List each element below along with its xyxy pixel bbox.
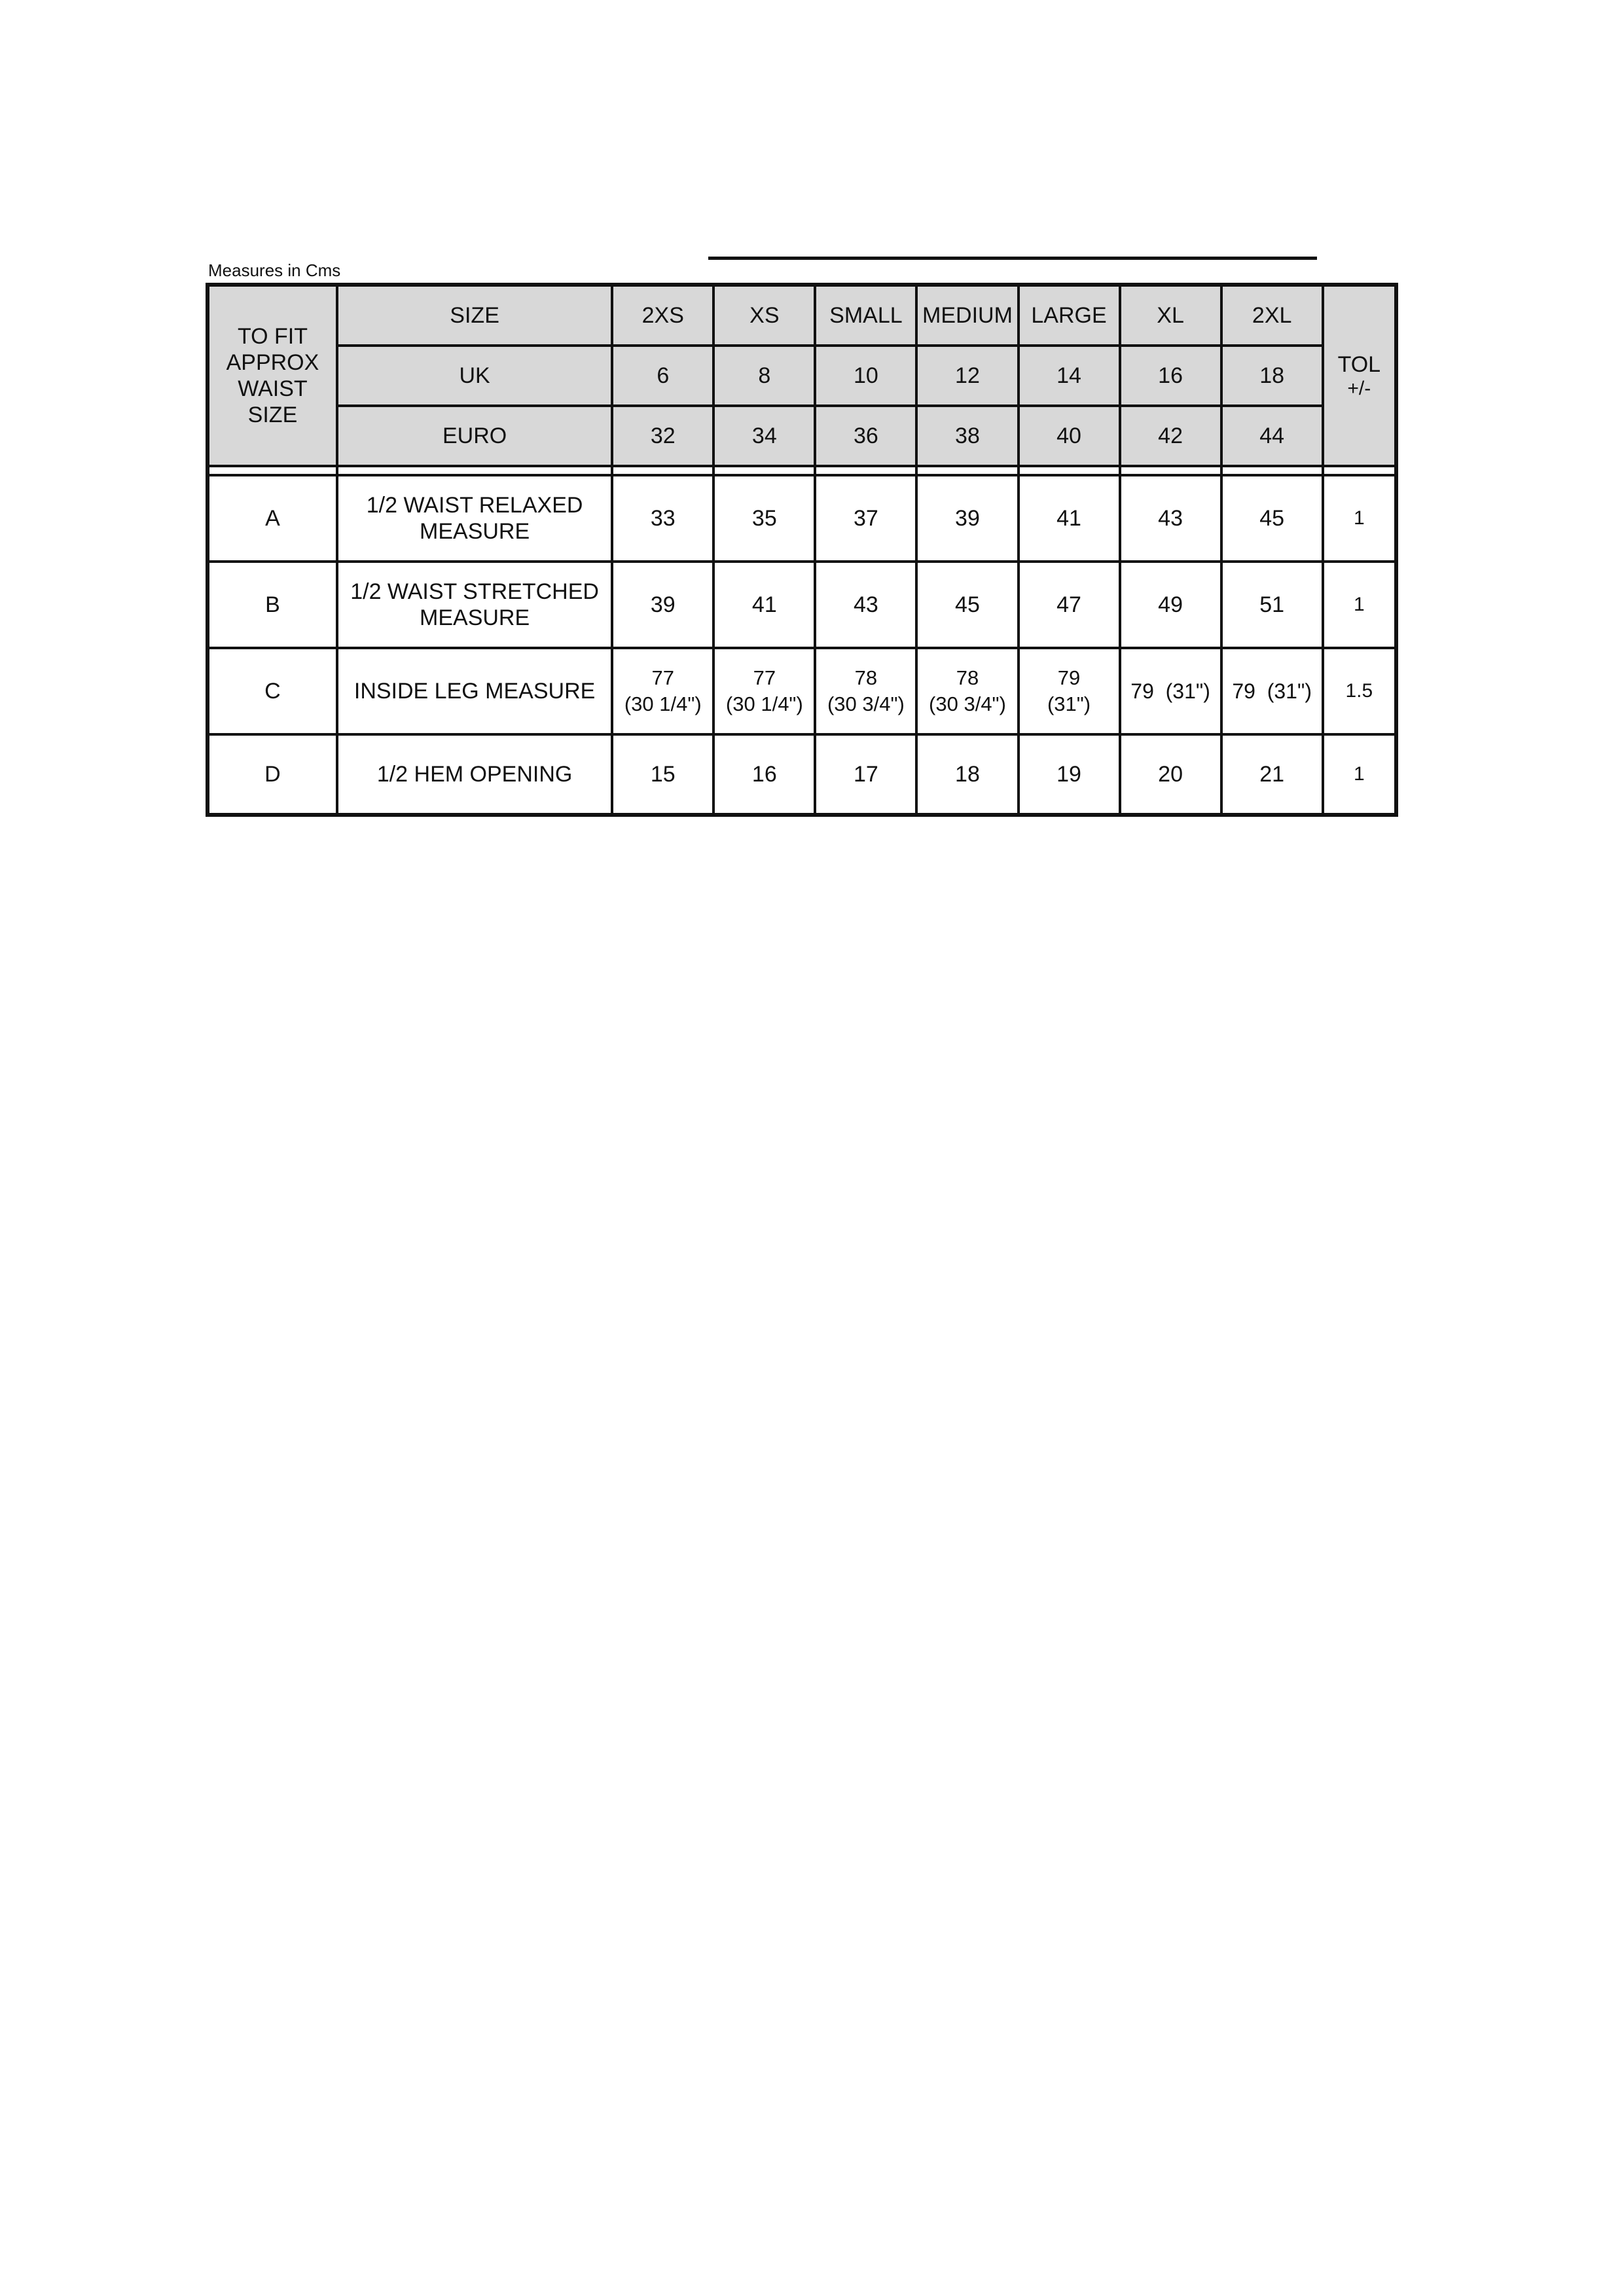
measure-value: 37 [815, 475, 916, 562]
measure-value: 49 [1120, 562, 1221, 648]
measure-name: 1/2 HEM OPENING [337, 734, 612, 815]
header-cell: 10 [815, 346, 916, 406]
measure-code: D [208, 734, 337, 815]
header-cell: 32 [612, 406, 713, 466]
measure-value: 41 [1019, 475, 1120, 562]
value-inch: (30 1/4") [624, 692, 702, 715]
tolerance-label: TOL [1337, 351, 1381, 377]
value-inch: (30 3/4") [929, 692, 1006, 715]
measure-name: 1/2 WAIST STRETCHED MEASURE [337, 562, 612, 648]
measure-code: A [208, 475, 337, 562]
value-cm: 78 [854, 666, 878, 689]
header-label: EURO [337, 406, 612, 466]
header-cell: 36 [815, 406, 916, 466]
header-cell: 34 [713, 406, 815, 466]
header-cell: MEDIUM [916, 285, 1018, 346]
header-cell: 14 [1019, 346, 1120, 406]
top-rule [708, 257, 1317, 260]
header-cell: LARGE [1019, 285, 1120, 346]
value-inch: (31") [1047, 692, 1091, 715]
header-cell: XL [1120, 285, 1221, 346]
measure-value: 39 [612, 562, 713, 648]
to-fit-waist-label: TO FIT APPROX WAIST SIZE [208, 285, 337, 466]
measure-name: INSIDE LEG MEASURE [337, 648, 612, 734]
table-row [208, 734, 1396, 815]
table-row [208, 648, 1396, 734]
tolerance-sub-label: +/- [1347, 377, 1371, 399]
measure-value: 45 [1221, 475, 1323, 562]
measure-value [815, 648, 916, 734]
value-cm: 77 [651, 666, 675, 689]
tolerance-header [1323, 285, 1396, 466]
measure-value: 39 [916, 475, 1018, 562]
measure-value: 35 [713, 475, 815, 562]
header-cell: 2XS [612, 285, 713, 346]
measure-value [612, 648, 713, 734]
measure-value: 43 [815, 562, 916, 648]
measure-value: 45 [916, 562, 1018, 648]
header-row-size [208, 285, 1396, 346]
measure-value: 19 [1019, 734, 1120, 815]
measure-value: 41 [713, 562, 815, 648]
header-cell: 16 [1120, 346, 1221, 406]
tolerance-value: 1 [1323, 562, 1396, 648]
header-cell: XS [713, 285, 815, 346]
size-chart-table [206, 283, 1398, 817]
header-cell: 44 [1221, 406, 1323, 466]
measure-code: B [208, 562, 337, 648]
double-rule-separator [208, 466, 1396, 475]
measure-code: C [208, 648, 337, 734]
table-row [208, 475, 1396, 562]
measure-value [713, 648, 815, 734]
measure-value: 21 [1221, 734, 1323, 815]
measure-value: 51 [1221, 562, 1323, 648]
measure-value [916, 648, 1018, 734]
header-cell: 12 [916, 346, 1018, 406]
header-cell: 8 [713, 346, 815, 406]
header-cell: SMALL [815, 285, 916, 346]
measure-value: 43 [1120, 475, 1221, 562]
measure-value: 18 [916, 734, 1018, 815]
measure-value: 20 [1120, 734, 1221, 815]
header-cell: 42 [1120, 406, 1221, 466]
header-cell: 18 [1221, 346, 1323, 406]
value-inch: (30 3/4") [827, 692, 905, 715]
header-cell: 38 [916, 406, 1018, 466]
measure-value: 17 [815, 734, 916, 815]
tolerance-value: 1.5 [1323, 648, 1396, 734]
header-cell: 40 [1019, 406, 1120, 466]
measures-caption: Measures in Cms [208, 260, 341, 280]
value-cm: 78 [956, 666, 979, 689]
measure-value: 16 [713, 734, 815, 815]
header-label: UK [337, 346, 612, 406]
header-cell: 6 [612, 346, 713, 406]
measure-name: 1/2 WAIST RELAXED MEASURE [337, 475, 612, 562]
tolerance-value: 1 [1323, 475, 1396, 562]
table-row [208, 562, 1396, 648]
header-row-uk [208, 346, 1396, 406]
measure-value: 33 [612, 475, 713, 562]
measure-value [1019, 648, 1120, 734]
measure-value: 15 [612, 734, 713, 815]
value-inch: (30 1/4") [725, 692, 803, 715]
measure-value: 47 [1019, 562, 1120, 648]
value-cm: 77 [753, 666, 776, 689]
header-cell: 2XL [1221, 285, 1323, 346]
value-cm: 79 [1057, 666, 1081, 689]
header-row-euro [208, 406, 1396, 466]
measure-value: 79 (31") [1221, 648, 1323, 734]
tolerance-value: 1 [1323, 734, 1396, 815]
measure-value: 79 (31") [1120, 648, 1221, 734]
header-label: SIZE [337, 285, 612, 346]
